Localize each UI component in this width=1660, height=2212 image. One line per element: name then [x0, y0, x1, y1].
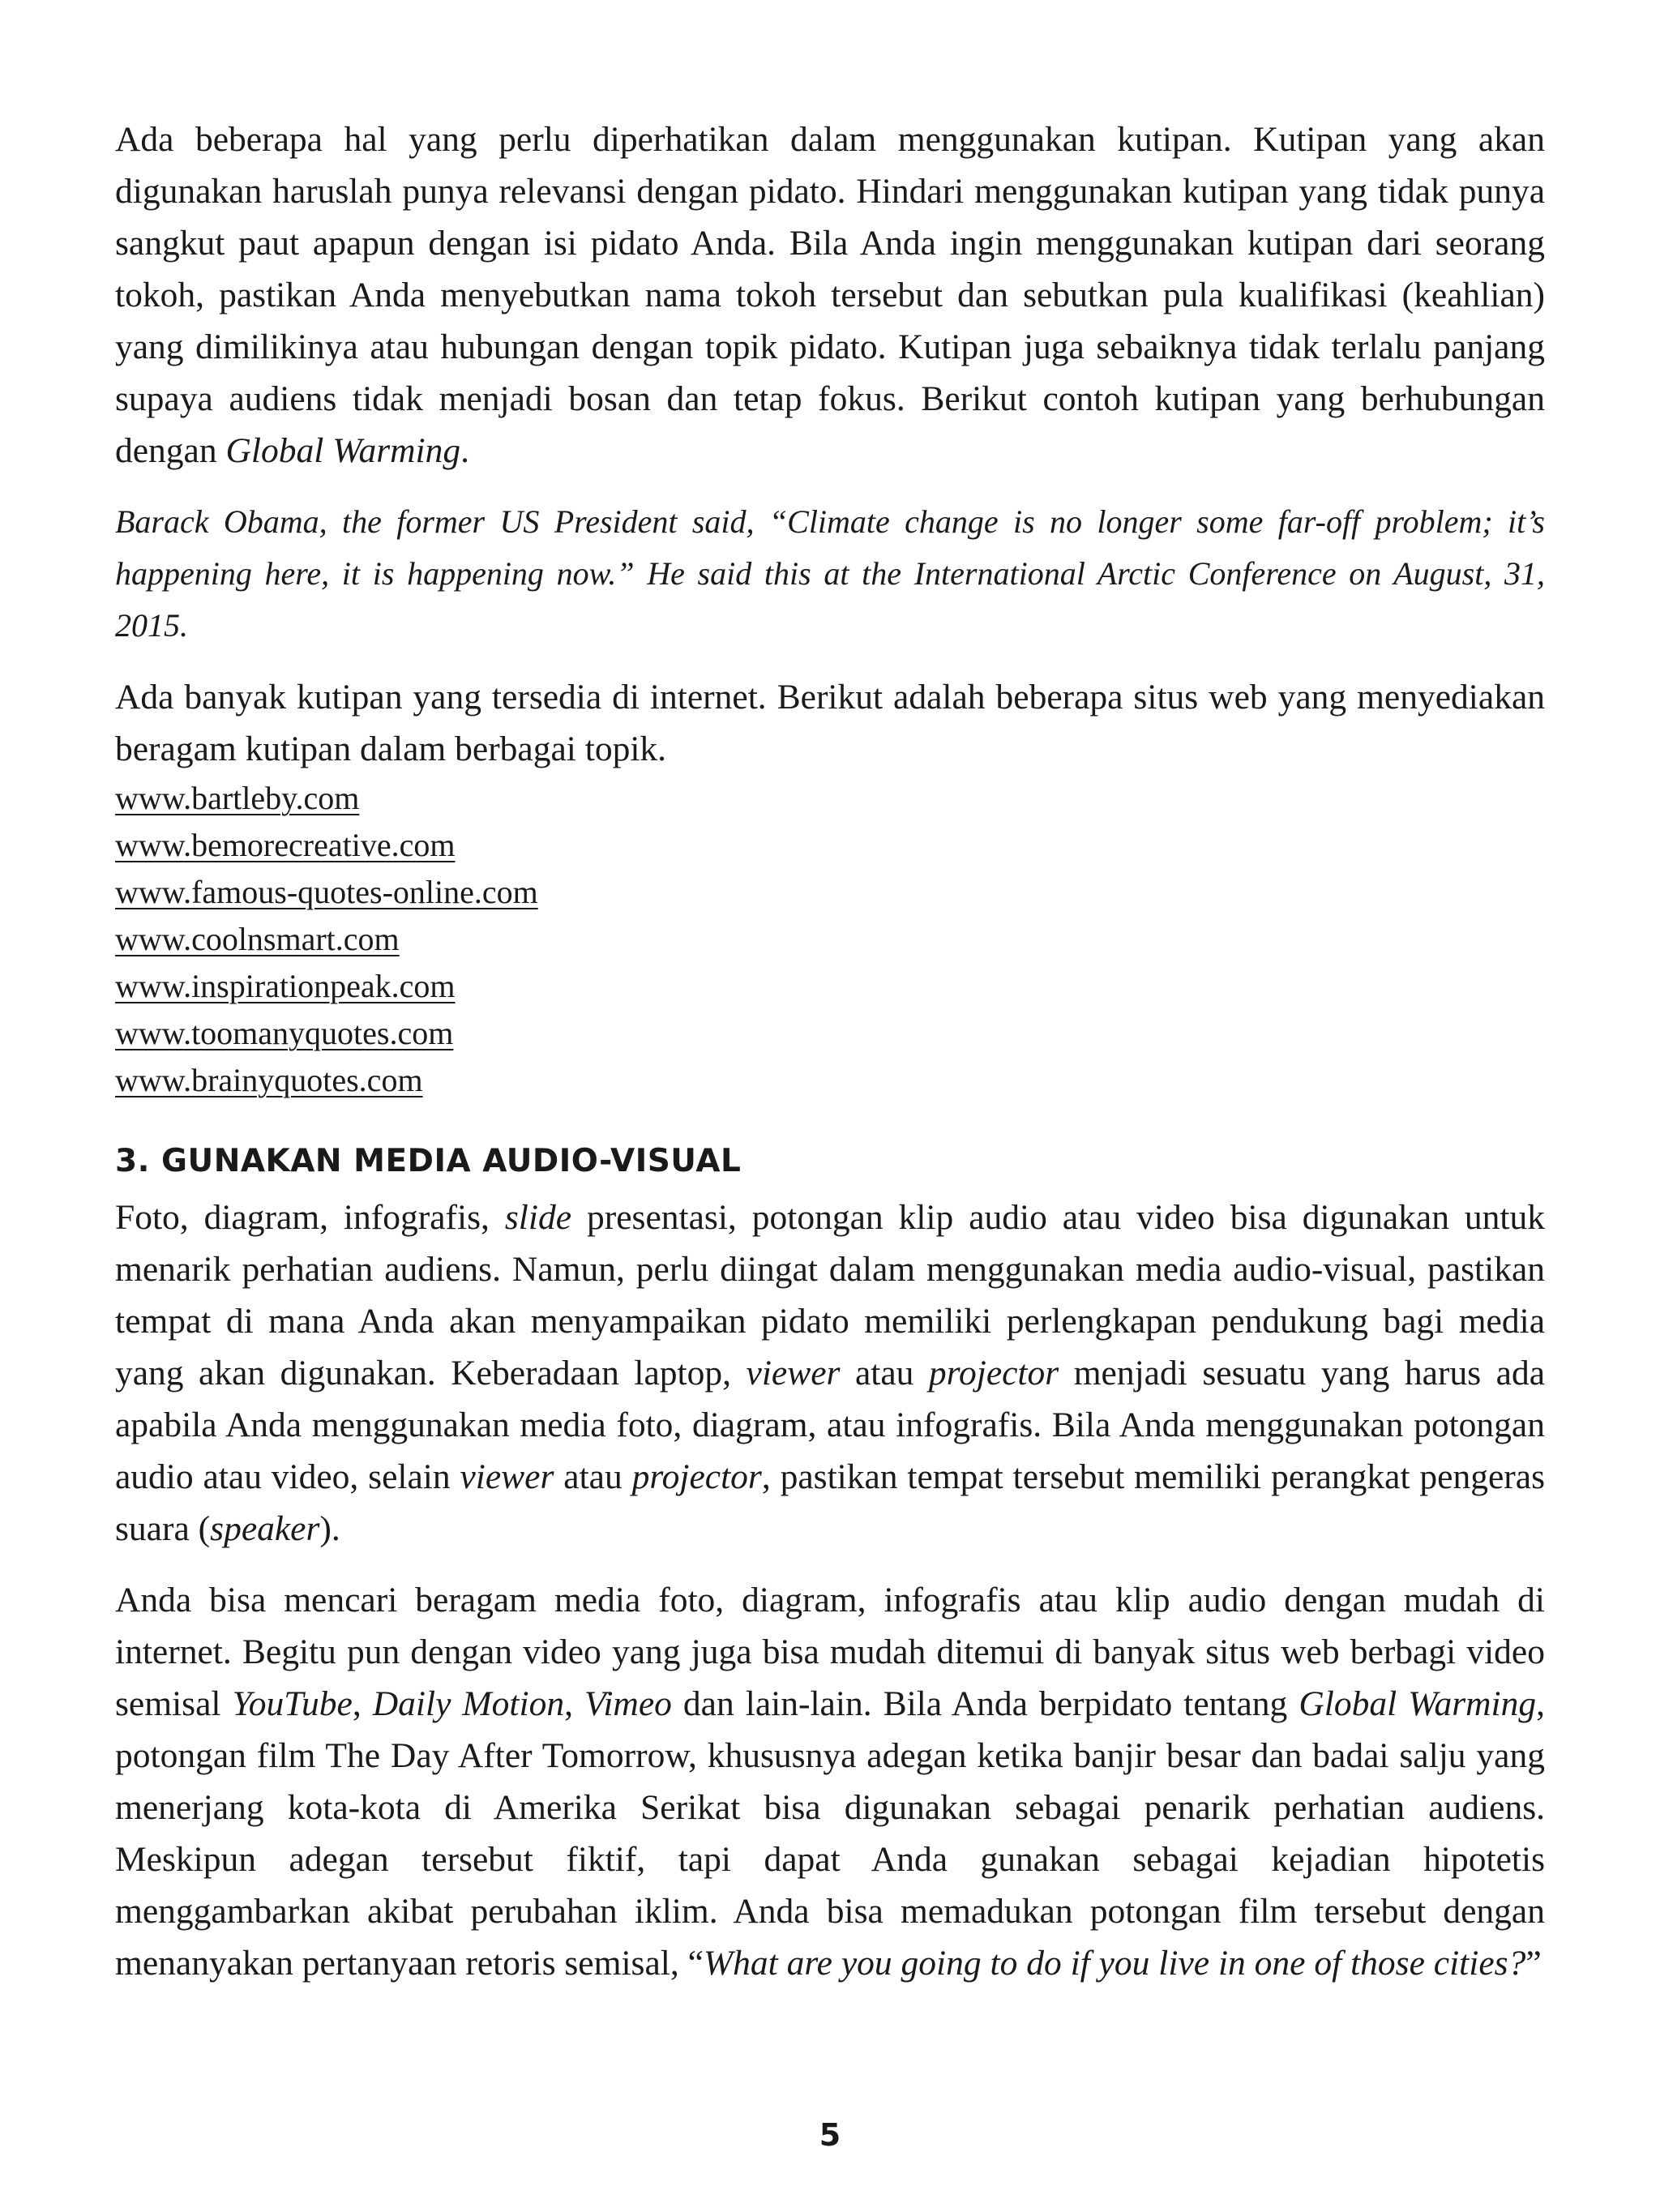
websites-intro-paragraph: Ada banyak kutipan yang tersedia di internet. Berikut adalah beberapa situs web yang menyediakan beragam kutipan dalam berbagai topik. [115, 678, 1545, 768]
list-item [115, 869, 1545, 916]
list-item [115, 916, 1545, 963]
text-run: Anda bisa mencari beragam media foto, diagram, infografis atau klip audio dengan mudah di internet. Begitu pun dengan video yang juga bisa mudah ditemui di banyak situs web berbagi video semisal [115, 1581, 1545, 1723]
emphasis-run: projector [928, 1354, 1059, 1393]
text-run: menjadi sesuatu yang harus ada apabila Anda menggunakan media foto, diagram, atau infografis. Bila Anda menggunakan potongan audio atau video, selain [115, 1354, 1546, 1496]
text-run: Foto, diagram, infografis, [115, 1198, 505, 1237]
list-item [115, 1010, 1545, 1057]
website-link[interactable]: www.inspirationpeak.com [115, 968, 456, 1004]
emphasis-run: speaker [210, 1509, 320, 1548]
emphasis-run: slide [504, 1198, 572, 1237]
page-number: 5 [819, 2117, 841, 2153]
emphasis-run: Vimeo [584, 1684, 672, 1723]
section-heading: 3. GUNAKAN MEDIA AUDIO-VISUAL [115, 1143, 742, 1179]
text-run: presentasi, potongan klip audio atau video bisa digunakan untuk menarik perhatian audiens. Namun, perlu diingat dalam menggunakan media audio-visual, pastikan tempat di mana Anda akan menyampaikan pidato memiliki perlengkapan pendukung bagi media yang akan digunakan. Keberadaan laptop, [115, 1198, 1545, 1393]
emphasis-run: viewer [746, 1354, 841, 1393]
text-run: atau [554, 1457, 632, 1496]
intro-emphasis: Global Warming [225, 431, 461, 470]
website-link[interactable]: www.brainyquotes.com [115, 1062, 423, 1098]
emphasis-run: viewer [460, 1457, 554, 1496]
website-link[interactable]: www.bemorecreative.com [115, 827, 456, 863]
audio-visual-paragraph-1 [115, 1192, 1545, 1555]
text-run: , potongan film The Day After Tomorrow, khususnya adegan ketika banjir besar dan badai salju yang menerjang kota-kota di Amerika Serikat bisa digunakan sebagai penarik perhatian audiens. Meskipun adegan tersebut fiktif, tapi dapat Anda gunakan sebagai kejadian hipotetis menggambarkan akibat perubahan iklim. Anda bisa memadukan potongan film tersebut dengan menanyakan pertanyaan retoris semisal, “ [115, 1684, 1546, 1983]
intro-text-end: . [460, 431, 470, 470]
intro-paragraph [115, 113, 1545, 477]
text-run: dan lain-lain. Bila Anda berpidato tentang [671, 1684, 1299, 1723]
text-run: , [564, 1684, 584, 1723]
list-item [115, 1057, 1545, 1104]
list-item [115, 822, 1545, 869]
text-run: ). [319, 1509, 340, 1548]
audio-visual-paragraph-2 [115, 1574, 1545, 1989]
intro-text: Ada beberapa hal yang perlu diperhatikan dalam menggunakan kutipan. Kutipan yang akan digunakan haruslah punya relevansi dengan pidato. Hindari menggunakan kutipan yang tidak punya sangkut paut apapun dengan isi pidato Anda. Bila Anda ingin menggunakan kutipan dari seorang tokoh, pastikan Anda menyebutkan nama tokoh tersebut dan sebutkan pula kualifikasi (keahlian) yang dimilikinya atau hubungan dengan topik pidato. Kutipan juga sebaiknya tidak terlalu panjang supaya audiens tidak menjadi bosan dan tetap fokus. Berikut contoh kutipan yang berhubungan dengan [115, 120, 1545, 470]
text-run: ” [1525, 1944, 1542, 1983]
text-run: atau [840, 1354, 929, 1393]
quote-websites-list [115, 775, 1545, 1104]
website-link[interactable]: www.bartleby.com [115, 780, 360, 816]
emphasis-run: YouTube [232, 1684, 353, 1723]
emphasis-run: What are you going to do if you live in one of those cities? [703, 1944, 1526, 1983]
emphasis-run: projector [631, 1457, 762, 1496]
obama-quote: Barack Obama, the former US President said, “Climate change is no longer some far-off problem; it’s happening here, it is happening now.” He said this at the International Arctic Conference on August, 31, 2015. [115, 503, 1545, 644]
text-run: , pastikan tempat tersebut memiliki perangkat pengeras suara ( [115, 1457, 1546, 1548]
emphasis-run: Daily Motion [372, 1684, 565, 1723]
text-run: , [352, 1684, 373, 1723]
list-item [115, 963, 1545, 1010]
page-content [115, 113, 1545, 1989]
emphasis-run: Global Warming [1298, 1684, 1537, 1723]
list-item [115, 775, 1545, 822]
website-link[interactable]: www.coolnsmart.com [115, 921, 400, 957]
website-link[interactable]: www.famous-quotes-online.com [115, 874, 538, 910]
website-link[interactable]: www.toomanyquotes.com [115, 1015, 454, 1051]
